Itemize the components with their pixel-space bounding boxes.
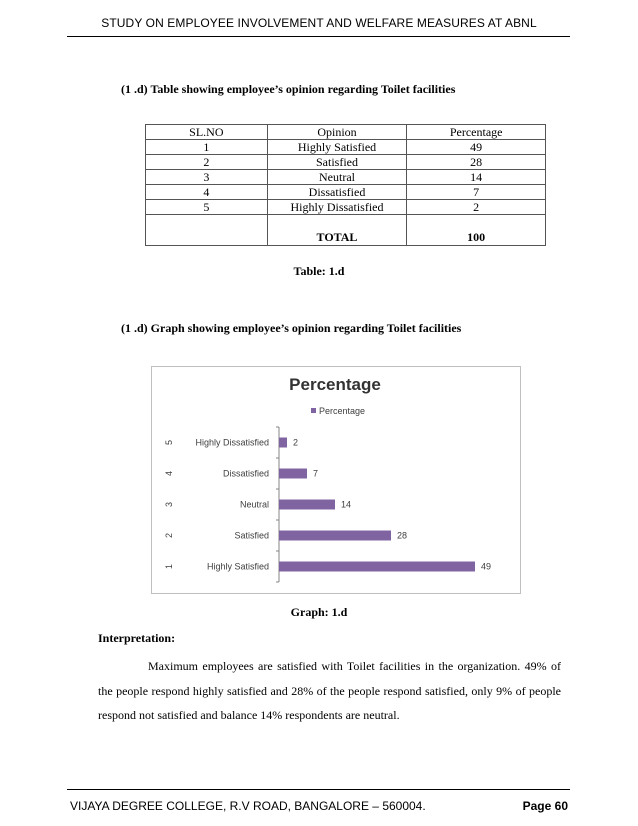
data-label: 2	[293, 437, 299, 448]
table-cell: 3	[146, 170, 268, 185]
table-cell	[146, 215, 268, 246]
table-label: Table: 1.d	[293, 264, 345, 278]
category-index-label: 1	[164, 563, 174, 570]
bar	[279, 531, 391, 541]
chart-title: Percentage	[289, 375, 381, 394]
footer-college: VIJAYA DEGREE COLLEGE, R.V ROAD, BANGALORE – 560004.	[70, 799, 426, 813]
data-label: 14	[341, 499, 352, 510]
interpretation-text: Maximum employees are satisfied with Toilet facilities in the organization. 49% of the people respond highly satisfied and 28% of the people respond satisfied, only 9% of people respond not satisfied and balance 14% respondents are neutral.	[98, 659, 561, 722]
total-row	[146, 215, 546, 246]
total-label: TOTAL	[267, 215, 407, 246]
table-row	[146, 200, 546, 215]
category-label: Highly Dissatisfied	[195, 437, 269, 448]
percentage-chart	[151, 366, 521, 594]
table-cell: 1	[146, 140, 268, 155]
table-cell: Neutral	[267, 170, 407, 185]
table-cell: 5	[146, 200, 268, 215]
table-row	[146, 170, 546, 185]
data-label: 49	[481, 561, 492, 572]
column-header: Opinion	[267, 125, 407, 140]
bar	[279, 438, 287, 448]
category-label: Dissatisfied	[222, 468, 269, 479]
table-header-row	[146, 125, 546, 140]
page-number: Page 60	[522, 799, 568, 813]
data-label: 7	[313, 468, 319, 479]
header-rule	[67, 36, 570, 37]
category-index-label: 2	[164, 532, 174, 539]
category-index-label: 3	[164, 501, 174, 508]
category-label: Highly Satisfied	[206, 561, 269, 572]
table-caption: (1 .d) Table showing employee’s opinion regarding Toilet facilities	[121, 82, 456, 96]
column-header: Percentage	[407, 125, 546, 140]
table-cell: 28	[407, 155, 546, 170]
column-header: SL.NO	[146, 125, 268, 140]
table-row	[146, 155, 546, 170]
table-row	[146, 140, 546, 155]
table-cell: Satisfied	[267, 155, 407, 170]
chart-canvas	[152, 367, 520, 593]
interpretation-title: Interpretation:	[98, 631, 176, 645]
table-cell: 2	[146, 155, 268, 170]
table-cell: 7	[407, 185, 546, 200]
table-cell: Dissatisfied	[267, 185, 407, 200]
table-cell: 2	[407, 200, 546, 215]
legend-label: Percentage	[319, 406, 366, 416]
category-index-label: 4	[164, 470, 174, 477]
category-index-label: 5	[164, 439, 174, 446]
total-value: 100	[407, 215, 546, 246]
bar	[279, 469, 307, 479]
table-cell: 4	[146, 185, 268, 200]
table-cell: 49	[407, 140, 546, 155]
chart-plot-area	[164, 427, 491, 582]
category-label: Neutral	[239, 499, 269, 510]
data-label: 28	[397, 530, 408, 541]
footer-rule	[67, 789, 570, 790]
graph-label: Graph: 1.d	[290, 605, 348, 619]
running-header: STUDY ON EMPLOYEE INVOLVEMENT AND WELFARE MEASURES AT ABNL	[101, 16, 537, 30]
bar	[279, 562, 475, 572]
table-cell: 14	[407, 170, 546, 185]
graph-caption: (1 .d) Graph showing employee’s opinion regarding Toilet facilities	[121, 321, 462, 335]
table-cell: Highly Dissatisfied	[267, 200, 407, 215]
bar	[279, 500, 335, 510]
category-label: Satisfied	[234, 530, 269, 541]
table-cell: Highly Satisfied	[267, 140, 407, 155]
legend-swatch	[311, 408, 316, 413]
table-row	[146, 185, 546, 200]
opinion-table	[145, 124, 546, 246]
